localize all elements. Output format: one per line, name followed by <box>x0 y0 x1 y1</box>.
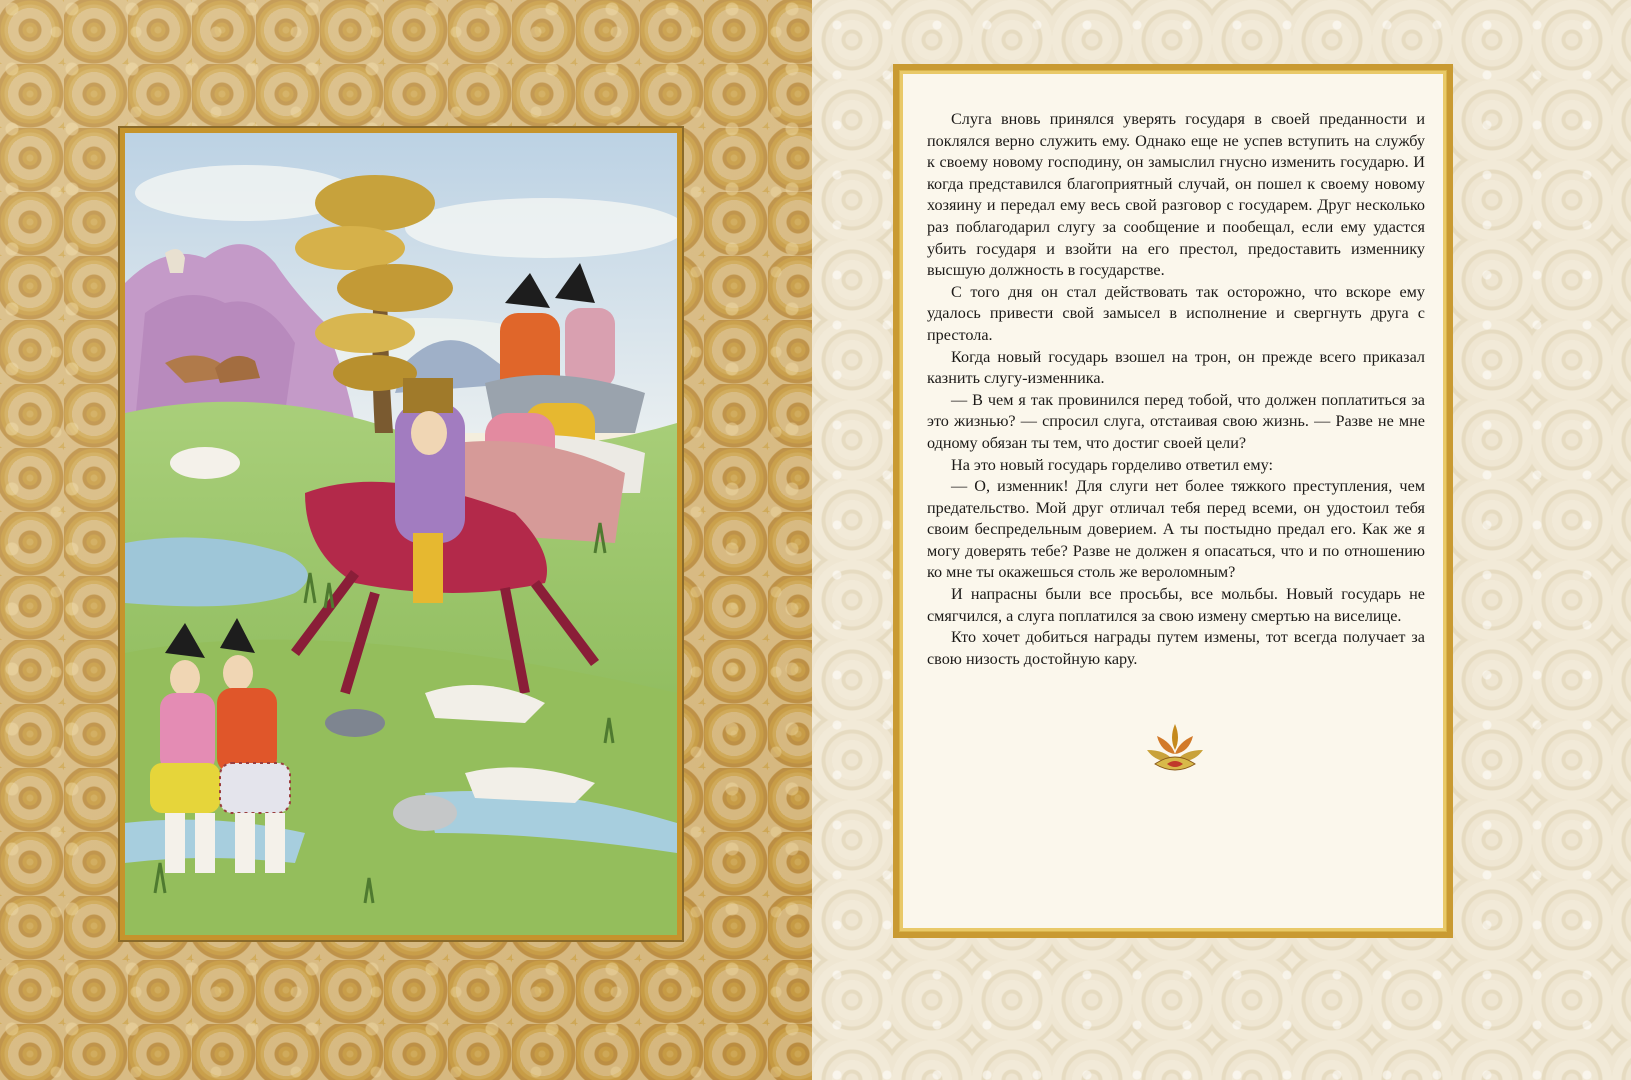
paragraph: — В чем я так провинился перед тобой, что должен поплатиться за это жизнью? — спросил слуга, отстаивая свою жизнь. — Разве не мне одному обязан ты тем, что достиг своей цели? <box>927 390 1425 452</box>
paragraph: Когда новый государь взошел на трон, он прежде всего приказал казнить слугу-изменника. <box>927 347 1425 388</box>
paragraph: — О, изменник! Для слуги нет более тяжкого преступления, чем предательство. Мой друг отличал тебя перед всеми, он удостоил тебя своим беспредельным доверием. А ты постыдно предал его. Как же я могу доверять тебе? Разве не должен я опасаться, что и по отношению ко мне ты окажешься столь же вероломным? <box>927 477 1425 582</box>
miniature-painting <box>120 128 682 940</box>
story-text <box>927 109 1425 670</box>
paragraph: И напрасны были все просьбы, все мольбы. Новый государь не смягчился, а слуга поплатился за свою измену смертью на виселице. <box>927 585 1425 625</box>
lotus-flower-icon <box>1143 720 1207 780</box>
paragraph: Слуга вновь принялся уверять государя в своей преданности и поклялся верно служить ему. Однако еще не успев вступить на службу к своему новому господину, он замыслил гнусно изменить государю. И когда представился благоприятный случай, он пошел к своему новому хозяину и передал ему весь свой разговор с государем. Друг несколько раз поблагодарил слугу за сообщение и пообещал, если ему удастся убить государя и взойти на его престол, предоставить изменнику высшую должность в государстве. <box>927 110 1425 280</box>
paragraph: На это новый государь горделиво ответил ему: <box>951 455 1273 474</box>
paragraph: С того дня он стал действовать так осторожно, что вскоре ему удалось привести свой замысел в исполнение и свергнуть друга с престола. <box>927 282 1425 344</box>
text-panel <box>898 69 1448 933</box>
paragraph: Кто хочет добиться награды путем измены, тот всегда получает за свою низость достойную кару. <box>927 628 1425 668</box>
